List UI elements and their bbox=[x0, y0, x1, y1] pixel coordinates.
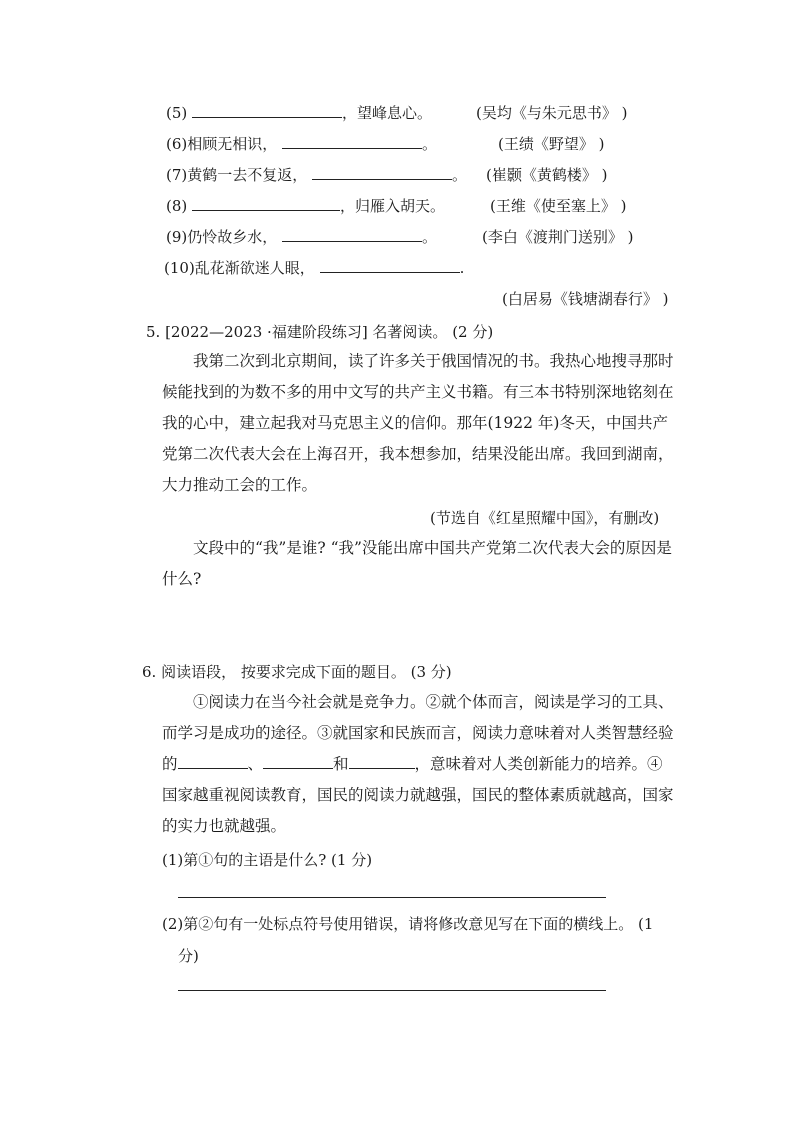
poem-item-suffix: 。 bbox=[422, 135, 438, 153]
poem-source: (李白《渡荆门送别》 ) bbox=[482, 228, 634, 246]
passage-text: ①阅读力在当今社会就是竞争力。②就个体而言，阅读是学习的工具、而学习是成功的途径。③就国家和民族而言，阅读力意味着对人类智慧经验的 bbox=[162, 693, 674, 773]
sub-question-2-line2: 分) bbox=[178, 947, 199, 965]
question-6-passage bbox=[162, 687, 674, 842]
sub-question-2-line1: (2)第②句有一处标点符号使用错误，请将修改意见写在下面的横线上。 (1 bbox=[162, 915, 654, 933]
answer-blank[interactable] bbox=[178, 754, 248, 769]
answer-line[interactable] bbox=[178, 990, 606, 991]
poem-source: (白居易《钱塘湖春行》 ) bbox=[502, 290, 669, 308]
poem-item-prefix: (6)相顾无相识， bbox=[166, 135, 278, 153]
poem-item-10 bbox=[164, 257, 464, 278]
answer-blank[interactable] bbox=[282, 227, 422, 242]
poem-item-suffix: . bbox=[459, 259, 465, 277]
passage-separator: 和 bbox=[333, 755, 349, 773]
sub-question-1: (1)第①句的主语是什么? (1 分) bbox=[162, 851, 373, 869]
answer-line[interactable] bbox=[178, 897, 606, 898]
poem-item-prefix: (7)黄鹤一去不复返， bbox=[166, 166, 308, 184]
question-5-prompt: 文段中的“我”是谁? “我”没能出席中国共产党第二次代表大会的原因是什么? bbox=[162, 539, 672, 588]
poem-item-9 bbox=[166, 226, 437, 247]
poem-item-prefix: (5) bbox=[166, 104, 188, 122]
answer-blank[interactable] bbox=[312, 165, 452, 180]
poem-item-7 bbox=[166, 164, 467, 185]
poem-item-6 bbox=[166, 133, 437, 154]
poem-item-prefix: (10)乱花渐欲迷人眼， bbox=[164, 259, 315, 277]
poem-source: (王维《使至塞上》 ) bbox=[490, 197, 627, 215]
answer-blank[interactable] bbox=[192, 103, 342, 118]
passage-text: ，意味着对人类创新能力的培养。④国家越重视阅读教育，国民的阅读力就越强，国民的整体素质就越高，国家的实力也就越强。 bbox=[162, 755, 674, 835]
question-5-passage: 我第二次到北京期间，读了许多关于俄国情况的书。我热心地搜寻那时候能找到的为数不多的用中文写的共产主义书籍。有三本书特别深地铭刻在我的心中，建立起我对马克思主义的信仰。那年(1922 年)冬天，中国共产党第二次代表大会在上海召开，我本想参加，结果没能出席。我回到湖南，大力推动工会的工作。 bbox=[162, 352, 674, 494]
passage-separator: 、 bbox=[247, 755, 264, 773]
poem-source: (王绩《野望》 ) bbox=[498, 135, 605, 153]
poem-item-suffix: ，归雁入胡天。 bbox=[340, 197, 446, 215]
question-5-source: (节选自《红星照耀中国》，有删改) bbox=[430, 509, 660, 527]
poem-item-prefix: (9)仍怜故乡水， bbox=[166, 228, 278, 246]
poem-item-8 bbox=[166, 195, 445, 216]
answer-blank[interactable] bbox=[320, 258, 460, 273]
answer-blank[interactable] bbox=[192, 196, 340, 211]
answer-blank[interactable] bbox=[263, 754, 333, 769]
poem-item-5 bbox=[166, 102, 432, 123]
poem-source: (崔颢《黄鹤楼》 ) bbox=[486, 166, 608, 184]
poem-item-suffix: 。 bbox=[452, 166, 468, 184]
poem-item-suffix: 。 bbox=[422, 228, 438, 246]
question-6-header: 6. 阅读语段， 按要求完成下面的题目。 (3 分) bbox=[142, 663, 452, 681]
question-5-header: 5. [2022—2023 ·福建阶段练习] 名著阅读。 (2 分) bbox=[146, 323, 494, 341]
answer-blank[interactable] bbox=[349, 754, 415, 769]
poem-item-suffix: ，望峰息心。 bbox=[342, 104, 433, 122]
answer-blank[interactable] bbox=[282, 134, 422, 149]
poem-item-prefix: (8) bbox=[166, 197, 188, 215]
poem-source: (吴均《与朱元思书》 ) bbox=[476, 104, 628, 122]
